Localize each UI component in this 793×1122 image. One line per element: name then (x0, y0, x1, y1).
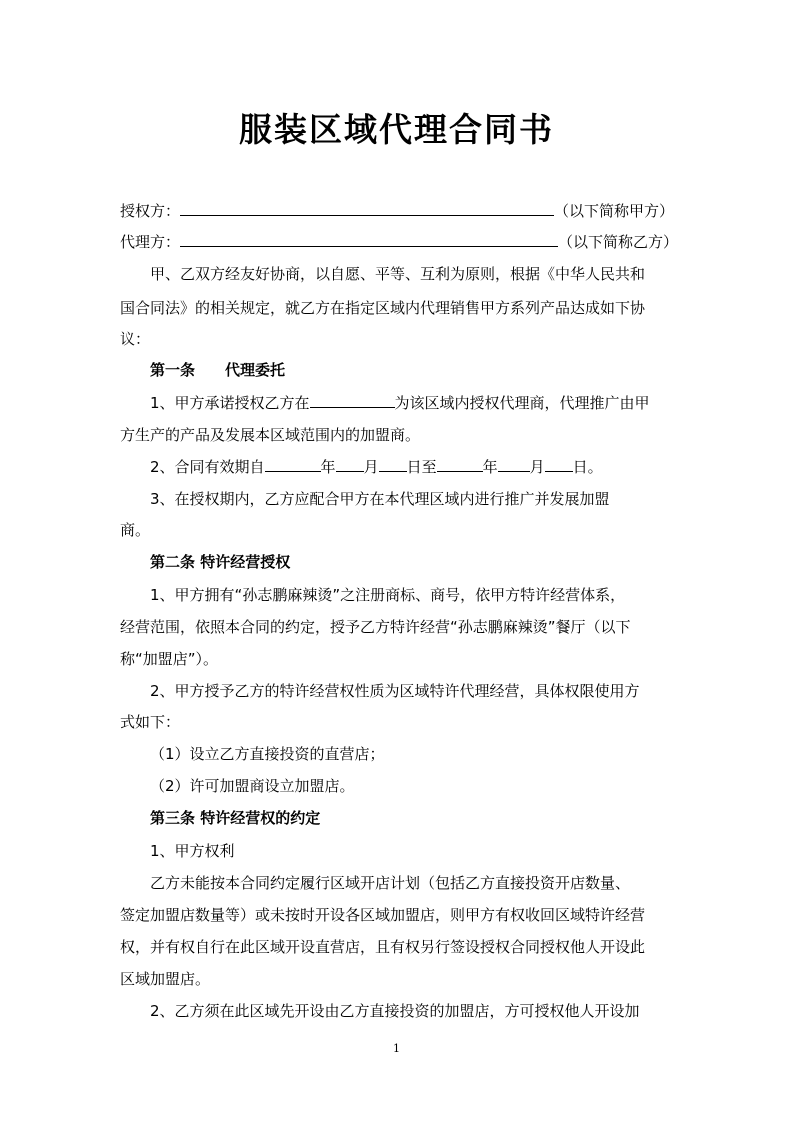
article-2-item-2: 2、甲方授予乙方的特许经营权性质为区域特许代理经营，具体权限使用方 (150, 682, 640, 700)
start-year-blank (265, 456, 321, 472)
article-1-title: 代理委托 (225, 361, 286, 379)
agent-suffix: （以下简称乙方） (558, 233, 679, 251)
region-blank (310, 392, 395, 408)
agent-blank (180, 231, 558, 247)
article-1-item-1-text-b: 为该区域内授权代理商，代理推广由甲 (394, 394, 650, 412)
authorizer-line (120, 200, 680, 222)
end-day-blank (545, 456, 573, 472)
preamble-line-1: 甲、乙双方经友好协商，以自愿、平等、互利为原则，根据《中华人民共和 (150, 265, 646, 283)
article-3-para-3: 权，并有权自行在此区域开设直营店，且有权另行签设授权合同授权他人开设此 (120, 938, 646, 956)
authorizer-blank (180, 200, 554, 216)
authorizer-label: 授权方： (120, 202, 181, 220)
article-2-heading: 第二条 特许经营授权 (150, 553, 291, 571)
page-number: 1 (393, 1042, 400, 1055)
day-to-label: 日至 (406, 458, 437, 476)
article-1-item-1-cont: 方生产的产品及发展本区域范围内的加盟商。 (120, 426, 421, 444)
article-2-item-1: 1、甲方拥有“孙志鹏麻辣烫”之注册商标、商号，依甲方特许经营体系， (150, 586, 626, 604)
article-2-item-1-cont-2: 称“加盟店”）。 (120, 650, 219, 668)
agent-line (120, 231, 680, 253)
article-1-item-1-text-a: 1、甲方承诺授权乙方在 (150, 394, 310, 412)
preamble-line-2: 国合同法》的相关规定，就乙方在指定区域内代理销售甲方系列产品达成如下协 (120, 299, 646, 317)
day-end-label: 日。 (572, 458, 603, 476)
article-1-item-2 (150, 456, 680, 478)
article-1-item-3-cont: 商。 (120, 521, 151, 539)
article-3-item-2: 2、乙方须在此区域先开设由乙方直接投资的加盟店，方可授权他人开设加 (150, 1002, 640, 1020)
article-3-para-4: 区域加盟店。 (120, 970, 211, 988)
document-title: 服装区域代理合同书 (239, 110, 554, 149)
article-1-heading (150, 359, 680, 381)
article-1-item-1 (150, 392, 680, 414)
article-2-item-1-cont-1: 经营范围，依照本合同的约定，授予乙方特许经营“孙志鹏麻辣烫”餐厅（以下 (120, 618, 631, 636)
month-label: 月 (363, 458, 379, 476)
article-3-item-1: 1、甲方权利 (150, 842, 235, 860)
month-label: 月 (529, 458, 545, 476)
article-1-item-3: 3、在授权期内，乙方应配合甲方在本代理区域内进行推广并发展加盟 (150, 490, 610, 508)
start-day-blank (379, 456, 407, 472)
article-3-para-1: 乙方未能按本合同约定履行区域开店计划（包括乙方直接投资开店数量、 (150, 874, 631, 892)
preamble-line-3: 议： (120, 330, 151, 348)
article-2-sub-1: （1）设立乙方直接投资的直营店； (150, 745, 385, 763)
term-label: 2、合同有效期自 (150, 458, 265, 476)
article-2-sub-2: （2）许可加盟商设立加盟店。 (150, 777, 355, 795)
agent-label: 代理方： (120, 233, 181, 251)
year-label: 年 (320, 458, 336, 476)
authorizer-suffix: （以下简称甲方） (554, 202, 675, 220)
article-1-number: 第一条 (150, 361, 196, 379)
start-month-blank (336, 456, 364, 472)
end-year-blank (437, 456, 483, 472)
article-3-para-2: 签定加盟店数量等）或未按时开设各区域加盟店，则甲方有权收回区域特许经营 (120, 906, 646, 924)
article-2-item-2-cont: 式如下： (120, 713, 181, 731)
end-month-blank (498, 456, 530, 472)
year-label: 年 (482, 458, 498, 476)
article-3-heading: 第三条 特许经营权的约定 (150, 809, 321, 827)
